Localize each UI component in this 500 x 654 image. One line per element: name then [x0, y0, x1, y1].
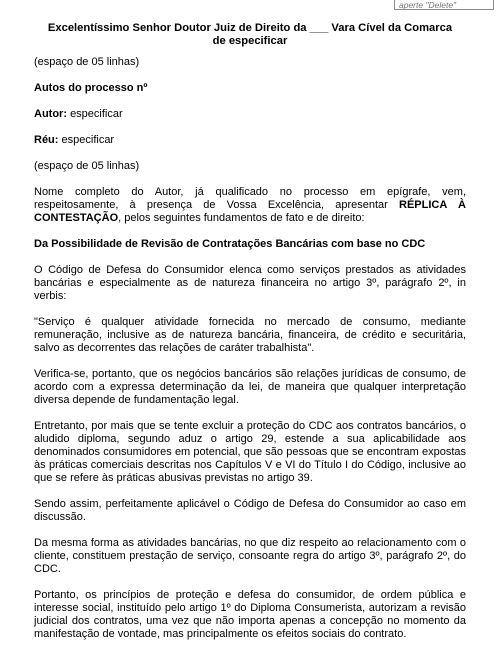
spacing-note-bottom: (espaço de 05 linhas) — [34, 160, 140, 172]
author-label: Autor: — [34, 108, 67, 120]
paragraph-banking-relations: Verifica-se, portanto, que os negócios bancários são relações jurídicas de consumo, de acordo com a expressa determinação da lei, de maneira que qualquer interpretação diversa depende de fundamentação legal. — [34, 368, 466, 406]
paragraph-applicability: Sendo assim, perfeitamente aplicável o Código de Defesa do Consumidor ao caso em discussão. — [34, 498, 466, 523]
intro-title-bold: RÉPLICA À CONTESTAÇÃO — [34, 199, 467, 224]
paragraph-potential-consumers: Entretanto, por mais que se tente excluir a proteção do CDC aos contratos bancários, o aludido diploma, segundo aduz o artigo 29, estende a sua aplicabilidade aos denominados consumidores em potencial, que são pessoas que se encontram expostas às práticas comerciais descritas nos Capítulos V e VI do Título I do Código, inclusive ao que se refere às práticas abusivas previstas no artigo 39. — [34, 420, 466, 484]
paragraph-cdc-services: O Código de Defesa do Consumidor elenca como serviços prestados as atividades bancárias e especialmente as de natureza financeira no artigo 3º, parágrafo 2º, in verbis: — [34, 264, 466, 302]
defendant-line — [34, 134, 466, 147]
section-title: Da Possibilidade de Revisão de Contratações Bancárias com base no CDC — [34, 238, 426, 250]
process-number-label: Autos do processo nº — [34, 82, 148, 94]
legal-quote: "Serviço é qualquer atividade fornecida no mercado de consumo, mediante remuneração, inclusive as de natureza bancária, financeira, de crédito e securitária, salvo as decorrentes das relações de caráter trabalhista". — [34, 316, 466, 354]
delete-hint-tooltip — [394, 0, 494, 10]
spacing-note-top: (espaço de 05 linhas) — [34, 56, 140, 68]
heading-line-2: de especificar — [212, 35, 288, 47]
intro-paragraph — [34, 186, 466, 225]
document-page — [34, 22, 466, 654]
defendant-label: Réu: — [34, 134, 59, 146]
author-value: especificar — [70, 108, 123, 120]
delete-hint-text: aperte "Delete" — [399, 0, 457, 10]
author-line — [34, 108, 466, 121]
paragraph-service-provision: Da mesma forma as atividades bancárias, no que diz respeito ao relacionamento com o cliente, constituem prestação de serviço, consoante regra do artigo 3º, parágrafo 2º, do CDC. — [34, 537, 466, 575]
document-heading — [34, 22, 466, 48]
heading-line-1: Excelentíssimo Senhor Doutor Juiz de Direito da ___ Vara Cível da Comarca — [47, 22, 453, 34]
defendant-value: especificar — [61, 134, 115, 146]
intro-text-after: , pelos seguintes fundamentos de fato e de direito: — [118, 212, 365, 224]
paragraph-principles: Portanto, os princípios de proteção e defesa do consumidor, de ordem pública e interesse social, instituído pelo artigo 1º do Diploma Consumerista, autorizam a revisão judicial dos contratos, uma vez que não importa apenas a concepção no momento da manifestação de vontade, mas principalmente os efeitos sociais do contrato. — [34, 589, 466, 640]
intro-text-before: Nome completo do Autor, já qualificado no processo em epígrafe, vem, respeitosamente, à presença de Vossa Excelência, apresentar — [34, 186, 466, 211]
